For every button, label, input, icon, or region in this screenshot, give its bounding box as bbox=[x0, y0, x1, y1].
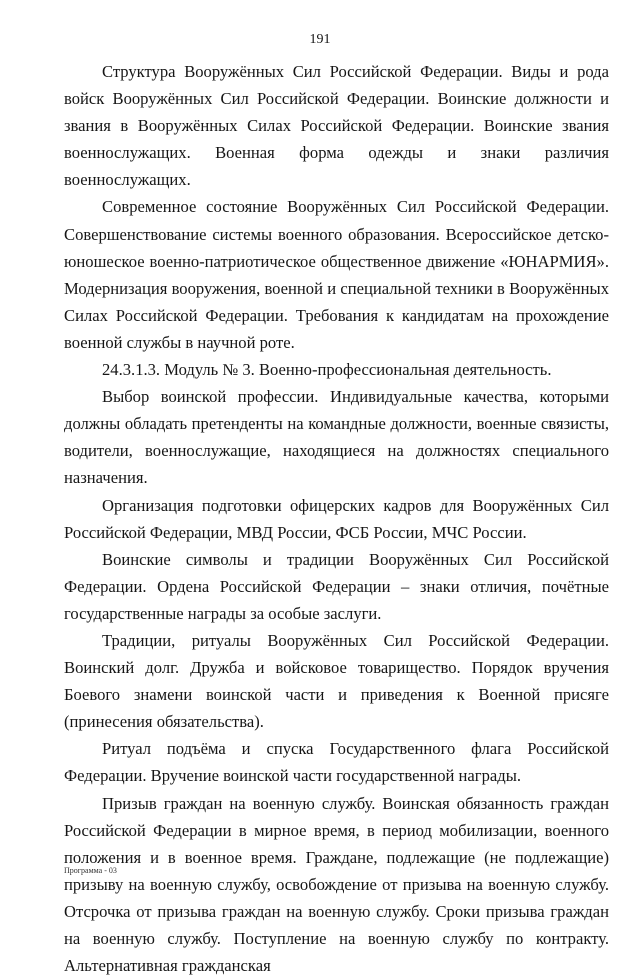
paragraph: Воинские символы и традиции Вооружённых Сил Российской Федерации. Ордена Российской Федерации – знаки отличия, почётные государственные награды за особые заслуги. bbox=[64, 549, 609, 623]
paragraph: Организация подготовки офицерских кадров для Вооружённых Сил Российской Федерации, МВД России, ФСБ России, МЧС России. bbox=[64, 495, 609, 542]
paragraph: Современное состояние Вооружённых Сил Российской Федерации. Совершенствование системы военного образования. Всероссийское детско-юношеское военно-патриотическое общественное движение «ЮНАРМИЯ». Модернизация вооружения, военной и специальной техники в Вооружённых Силах Российской Федерации. Требования к кандидатам на прохождение военной службы в научной роте. bbox=[64, 197, 609, 352]
document-body bbox=[64, 58, 609, 979]
paragraph: Призыв граждан на военную службу. Воинская обязанность граждан Российской Федерации в мирное время, в период мобилизации, военного положения и в военное время. Граждане, подлежащие (не подлежащие) призыву на военную службу, освобождение от призыва на военную службу. Отсрочка от призыва граждан на военную службу. Сроки призыва граждан на военную службу. Поступление на военную службу по контракту. Альтернативная гражданская bbox=[64, 793, 609, 976]
section-heading: 24.3.1.3. Модуль № 3. Военно-профессиональная деятельность. bbox=[102, 360, 552, 380]
footer-label: Программа - 03 bbox=[64, 866, 117, 875]
paragraph: Ритуал подъёма и спуска Государственного флага Российской Федерации. Вручение воинской части государственной награды. bbox=[64, 739, 609, 786]
paragraph: Выбор воинской профессии. Индивидуальные качества, которыми должны обладать претенденты на командные должности, военные связисты, водители, военнослужащие, находящиеся на должностях специального назначения. bbox=[64, 387, 609, 488]
paragraph: Традиции, ритуалы Вооружённых Сил Российской Федерации. Воинский долг. Дружба и войсковое товарищество. Порядок вручения Боевого знамени воинской части и приведения к Военной присяге (принесения обязательства). bbox=[64, 630, 609, 732]
page-number: 191 bbox=[309, 32, 331, 47]
paragraph: Структура Вооружённых Сил Российской Федерации. Виды и рода войск Вооружённых Сил Российской Федерации. Воинские должности и звания в Вооружённых Силах Российской Федерации. Воинские звания военнослужащих. Военная форма одежды и знаки различия военнослужащих. bbox=[64, 62, 609, 190]
